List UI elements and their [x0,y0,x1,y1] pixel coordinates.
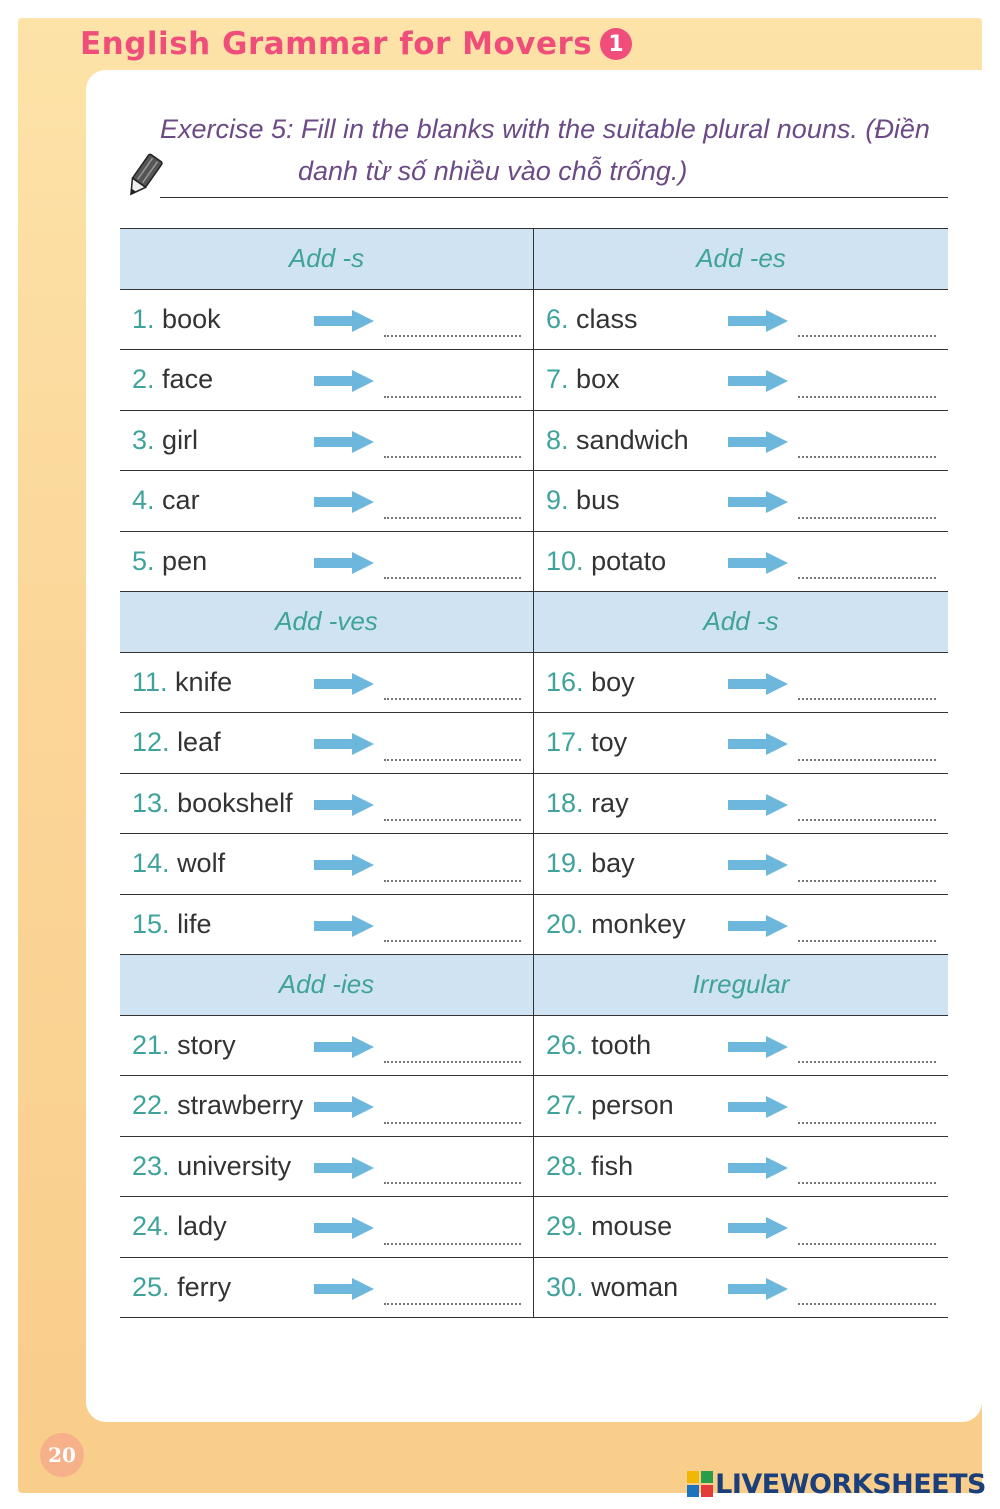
noun-cell [120,774,534,834]
noun-item [534,667,635,698]
singular-noun: lady [177,1211,227,1242]
table-row [120,834,948,895]
noun-cell [120,471,534,531]
item-number: 28. [546,1150,584,1181]
singular-noun: monkey [591,908,686,939]
section-header-row [120,592,948,653]
item-number: 10. [546,545,584,576]
answer-blank[interactable] [384,335,521,337]
arrow-right-icon [312,308,376,334]
table-row [120,411,948,472]
answer-blank[interactable] [798,396,936,398]
arrow-right-icon [726,1155,790,1181]
arrow-right-icon [312,913,376,939]
noun-item [534,546,666,577]
section-header-label: Add -ves [275,606,378,637]
table-row [120,1258,948,1319]
singular-noun: book [162,303,221,334]
singular-noun: university [177,1150,292,1181]
singular-noun: story [177,1029,236,1060]
table-row [120,290,948,351]
singular-noun: bus [576,485,620,516]
section-header-row [120,955,948,1016]
arrow-right-icon [312,671,376,697]
book-title [80,20,632,68]
table-row [120,1137,948,1198]
item-number: 11. [132,666,168,697]
answer-blank[interactable] [384,456,521,458]
noun-item [534,364,620,395]
noun-cell [120,1016,534,1076]
watermark-text: LIVEWORKSHEETS [715,1468,986,1500]
section-header-label: Add -ies [278,969,375,1000]
section-header-label: Irregular [692,969,790,1000]
singular-noun: mouse [591,1211,673,1242]
answer-blank[interactable] [384,940,521,942]
item-number: 18. [546,787,584,818]
item-number: 13. [132,787,170,818]
answer-blank[interactable] [798,1182,936,1184]
singular-noun: sandwich [576,424,689,455]
noun-cell [534,411,948,471]
arrow-right-icon [312,429,376,455]
instruction-line-1: Exercise 5: Fill in the blanks with the suitable plural nouns. (Điền [160,114,930,144]
singular-noun: toy [591,727,628,758]
item-number: 26. [546,1029,584,1060]
arrow-right-icon [726,1276,790,1302]
singular-noun: fish [591,1150,634,1181]
singular-noun: wolf [177,848,226,879]
singular-noun: strawberry [177,1090,304,1121]
answer-blank[interactable] [384,759,521,761]
noun-cell [120,350,534,410]
item-number: 27. [546,1090,584,1121]
noun-item [120,1090,303,1121]
answer-blank[interactable] [798,1243,936,1245]
noun-item [120,848,225,879]
arrow-right-icon [726,308,790,334]
item-number: 2. [132,364,155,395]
answer-blank[interactable] [384,698,521,700]
arrow-right-icon [726,429,790,455]
noun-item [534,788,629,819]
noun-cell [534,1258,948,1318]
page-number: 20 [40,1433,84,1477]
instruction-line-2: danh từ số nhiều vào chỗ trống.) [298,156,688,186]
left-header-cell [120,592,534,652]
arrow-right-icon [312,489,376,515]
noun-item [534,909,686,940]
answer-blank[interactable] [798,819,936,821]
noun-item [534,1211,672,1242]
arrow-right-icon [312,1034,376,1060]
arrow-right-icon [312,731,376,757]
noun-cell [120,411,534,471]
singular-noun: pen [162,545,208,576]
noun-item [120,546,207,577]
singular-noun: tooth [591,1029,652,1060]
answer-blank[interactable] [798,698,936,700]
answer-blank[interactable] [384,396,521,398]
arrow-right-icon [726,550,790,576]
answer-blank[interactable] [798,1303,936,1305]
noun-item [120,304,221,335]
arrow-right-icon [312,1276,376,1302]
noun-item [534,1090,674,1121]
noun-cell [120,895,534,955]
noun-item [534,1030,651,1061]
noun-item [534,1272,678,1303]
singular-noun: person [591,1090,674,1121]
answer-blank[interactable] [384,1243,521,1245]
answer-blank[interactable] [384,1303,521,1305]
table-row [120,1016,948,1077]
table-row [120,350,948,411]
table-row [120,532,948,593]
item-number: 22. [132,1090,170,1121]
answer-blank[interactable] [798,1122,936,1124]
noun-cell [534,290,948,350]
table-row [120,653,948,714]
item-number: 30. [546,1271,584,1302]
singular-noun: car [162,485,200,516]
book-title-text: English Grammar for Movers [80,26,593,62]
noun-cell [534,471,948,531]
noun-cell [120,532,534,592]
arrow-right-icon [726,792,790,818]
noun-item [120,909,212,940]
answer-blank[interactable] [798,940,936,942]
left-header-cell [120,955,534,1015]
arrow-right-icon [312,1155,376,1181]
noun-cell [534,653,948,713]
plural-nouns-table [120,228,948,1318]
right-header-cell [534,592,948,652]
arrow-right-icon [726,671,790,697]
item-number: 8. [546,424,569,455]
noun-cell [120,290,534,350]
noun-cell [534,713,948,773]
noun-cell [120,1076,534,1136]
item-number: 17. [546,727,584,758]
section-header-label: Add -s [288,243,365,274]
arrow-right-icon [312,1094,376,1120]
singular-noun: life [177,908,212,939]
noun-item [120,667,232,698]
noun-item [534,425,689,456]
section-header-row [120,229,948,290]
noun-cell [120,834,534,894]
noun-item [120,1151,291,1182]
item-number: 1. [132,303,155,334]
item-number: 7. [546,364,569,395]
arrow-right-icon [312,852,376,878]
noun-item [534,1151,633,1182]
noun-cell [534,1016,948,1076]
item-number: 3. [132,424,155,455]
section-header-label: Add -s [703,606,779,637]
answer-blank[interactable] [798,577,936,579]
noun-item [120,788,293,819]
item-number: 9. [546,485,569,516]
singular-noun: boy [591,666,635,697]
item-number: 19. [546,848,584,879]
item-number: 29. [546,1211,584,1242]
noun-item [120,1272,231,1303]
answer-blank[interactable] [798,335,936,337]
singular-noun: bookshelf [177,787,293,818]
item-number: 4. [132,485,155,516]
noun-item [120,727,221,758]
arrow-right-icon [726,913,790,939]
arrow-right-icon [726,489,790,515]
arrow-right-icon [726,1034,790,1060]
answer-blank[interactable] [384,1061,521,1063]
noun-cell [534,532,948,592]
noun-cell [534,774,948,834]
noun-cell [534,1137,948,1197]
arrow-right-icon [312,1215,376,1241]
table-row [120,713,948,774]
noun-item [534,727,627,758]
table-row [120,895,948,956]
liveworksheets-watermark [687,1466,986,1502]
noun-cell [120,713,534,773]
singular-noun: leaf [177,727,221,758]
answer-blank[interactable] [384,1182,521,1184]
noun-item [120,1030,236,1061]
item-number: 25. [132,1271,170,1302]
arrow-right-icon [312,792,376,818]
answer-blank[interactable] [798,456,936,458]
item-number: 16. [546,666,584,697]
singular-noun: box [576,364,620,395]
book-level-badge: 1 [600,28,632,60]
table-row [120,1076,948,1137]
noun-item [534,848,635,879]
singular-noun: ferry [177,1271,232,1302]
noun-cell [120,1137,534,1197]
item-number: 15. [132,908,170,939]
item-number: 21. [132,1029,170,1060]
item-number: 24. [132,1211,170,1242]
arrow-right-icon [726,852,790,878]
right-header-cell [534,955,948,1015]
noun-item [534,304,638,335]
noun-cell [120,1197,534,1257]
item-number: 12. [132,727,170,758]
arrow-right-icon [726,731,790,757]
noun-item [120,425,198,456]
liveworksheets-logo-icon [687,1471,713,1497]
noun-cell [534,350,948,410]
table-row [120,1197,948,1258]
item-number: 5. [132,545,155,576]
singular-noun: bay [591,848,635,879]
answer-blank[interactable] [384,577,521,579]
answer-blank[interactable] [384,517,521,519]
arrow-right-icon [726,368,790,394]
singular-noun: face [162,364,214,395]
arrow-right-icon [312,368,376,394]
left-header-cell [120,229,534,289]
answer-blank[interactable] [798,1061,936,1063]
noun-item [120,485,200,516]
singular-noun: woman [591,1271,679,1302]
answer-blank[interactable] [384,1122,521,1124]
arrow-right-icon [312,550,376,576]
item-number: 6. [546,303,569,334]
item-number: 23. [132,1150,170,1181]
singular-noun: knife [175,666,233,697]
noun-cell [534,1197,948,1257]
right-header-cell [534,229,948,289]
noun-item [120,1211,227,1242]
table-row [120,774,948,835]
answer-blank[interactable] [384,819,521,821]
noun-item [120,364,213,395]
noun-cell [120,653,534,713]
answer-blank[interactable] [384,880,521,882]
singular-noun: class [576,303,638,334]
arrow-right-icon [726,1215,790,1241]
answer-blank[interactable] [798,517,936,519]
item-number: 14. [132,848,170,879]
noun-item [534,485,620,516]
item-number: 20. [546,908,584,939]
section-header-label: Add -es [696,243,786,274]
answer-blank[interactable] [798,880,936,882]
singular-noun: potato [591,545,667,576]
noun-cell [534,895,948,955]
arrow-right-icon [726,1094,790,1120]
answer-blank[interactable] [798,759,936,761]
instruction-underline [160,197,948,198]
table-row [120,471,948,532]
noun-cell [120,1258,534,1318]
noun-cell [534,834,948,894]
singular-noun: girl [162,424,199,455]
singular-noun: ray [591,787,629,818]
noun-cell [534,1076,948,1136]
exercise-instruction [160,108,960,192]
